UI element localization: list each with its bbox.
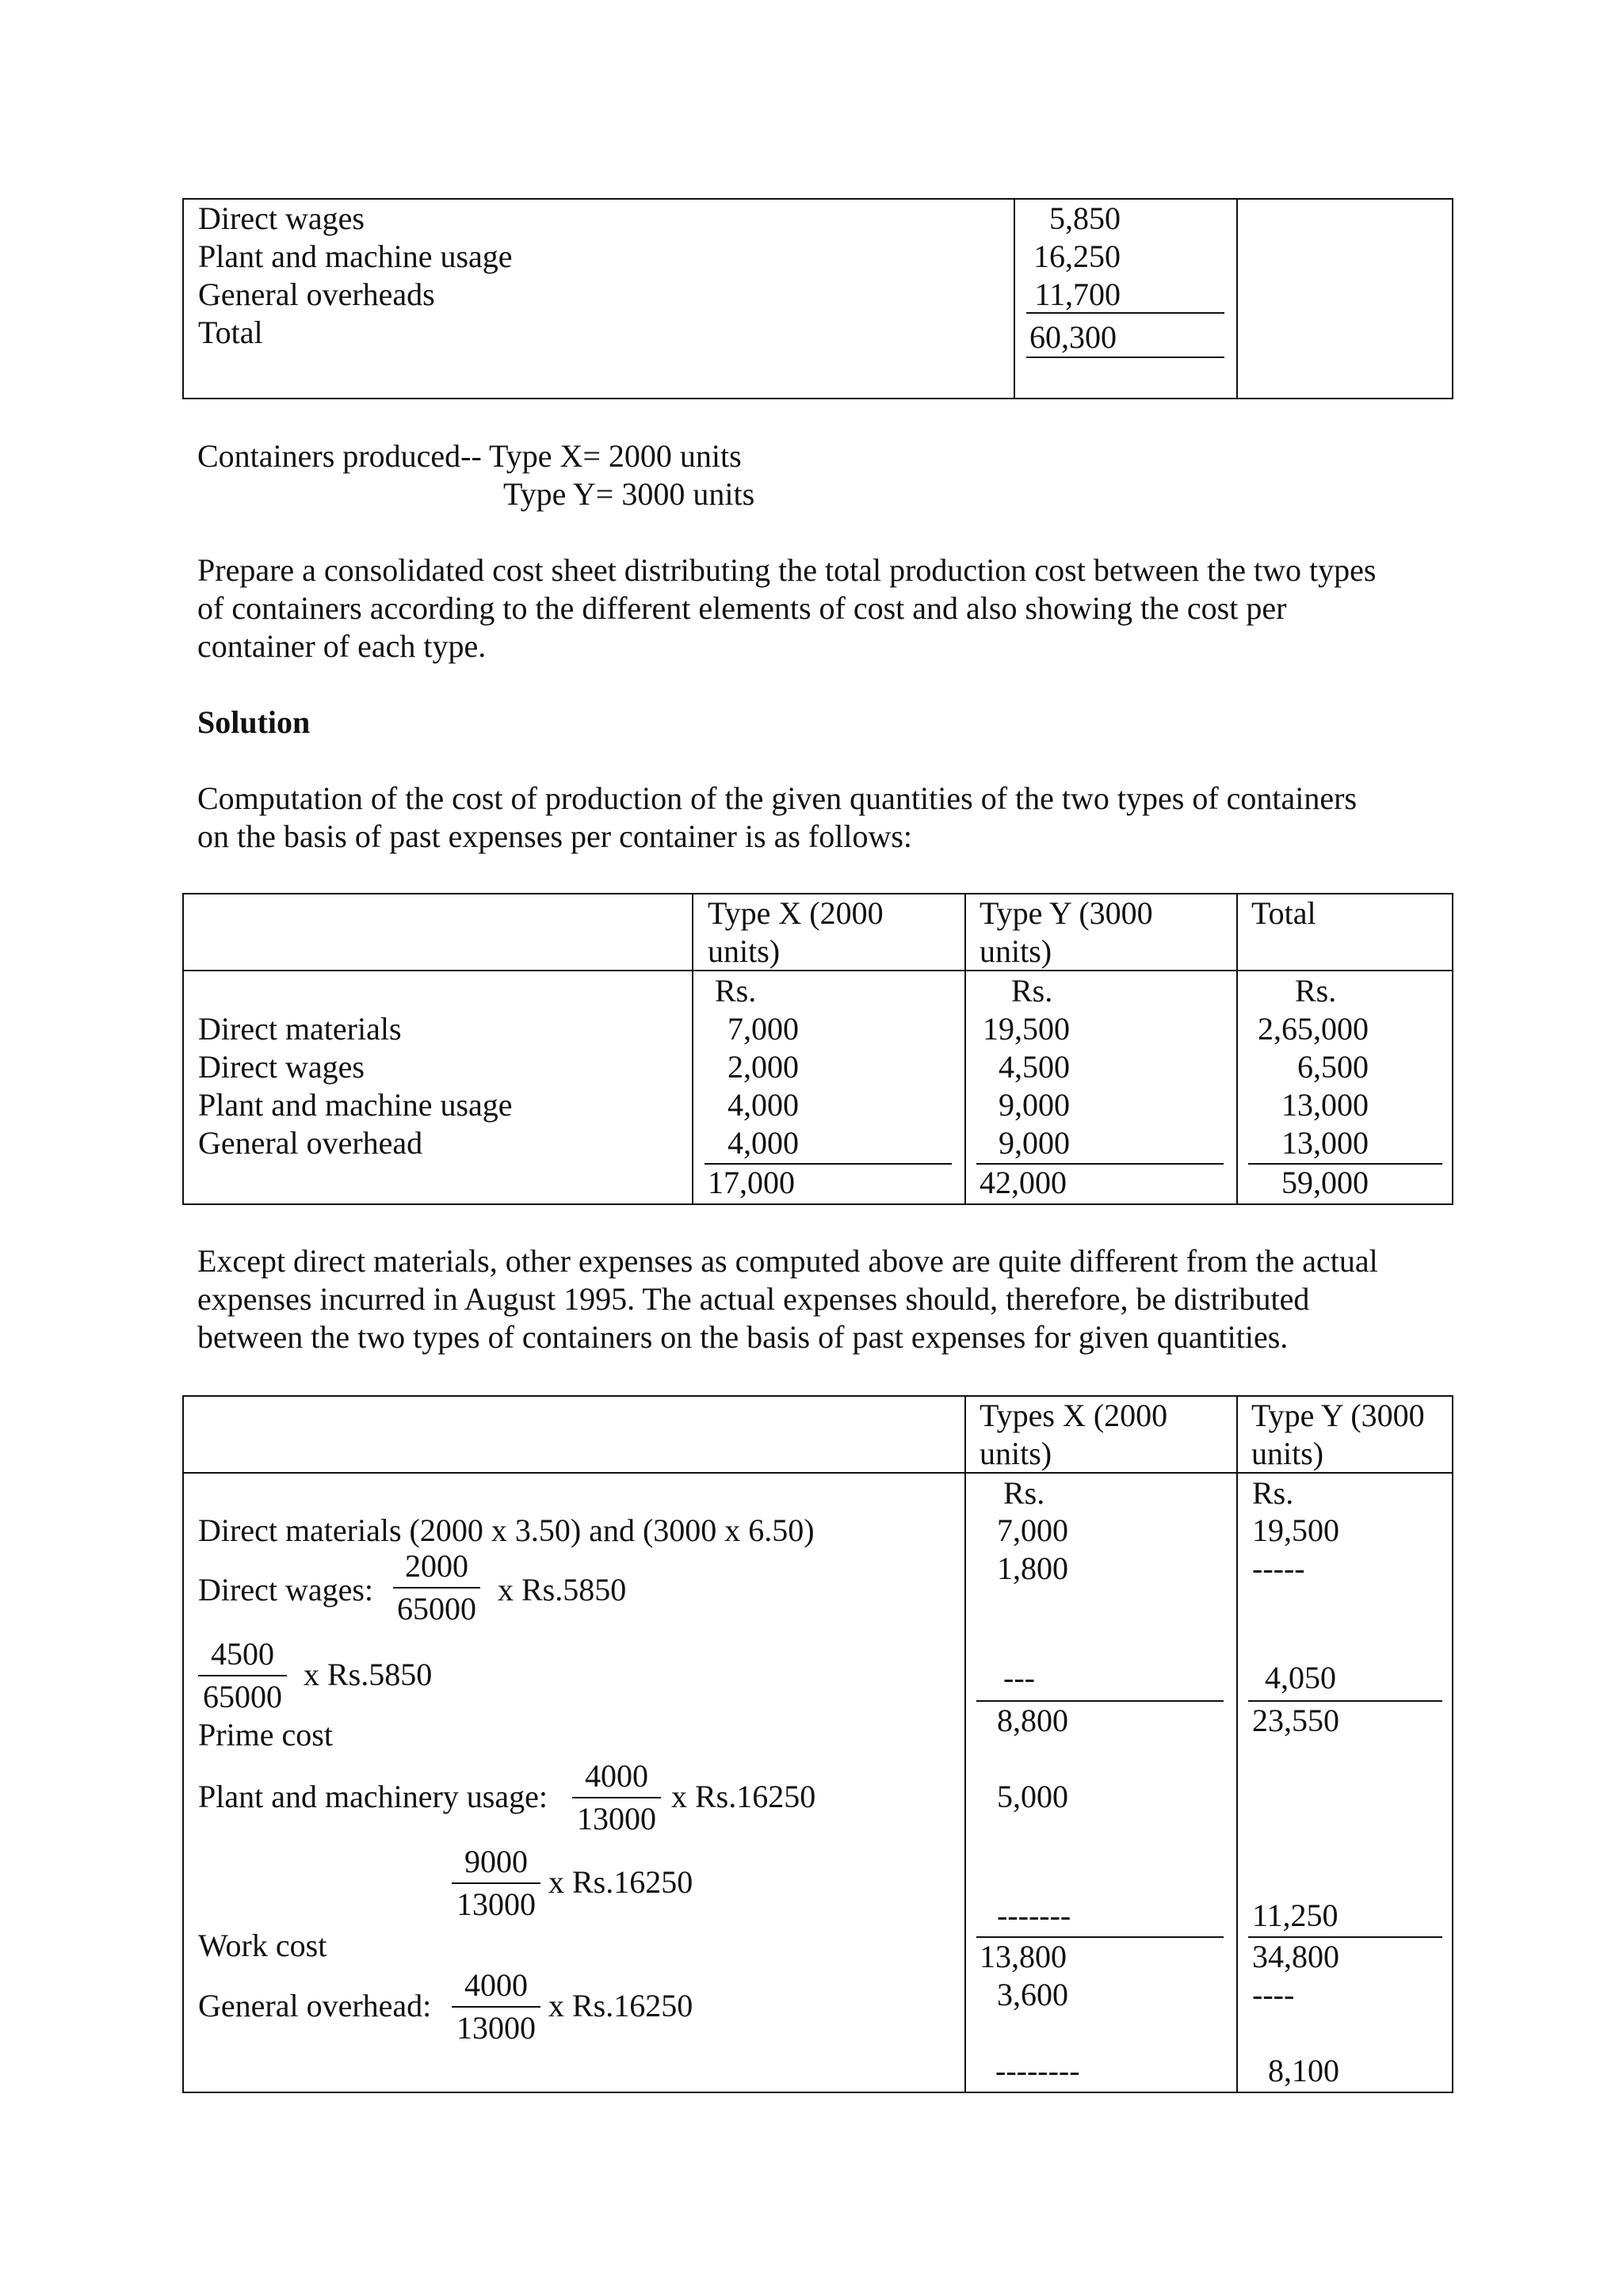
overhead-fraction-x [452,1966,540,2047]
fraction-bar [393,1587,480,1589]
cell-y: 9,000 [999,1125,1070,1161]
table1-divider-1 [1014,198,1015,399]
subtotal-rule [1026,312,1224,314]
table2-divider-1 [692,893,693,1205]
fraction-denominator: 13000 [456,2010,536,2046]
wage-fraction-y [198,1635,287,1716]
wage-fraction-x [393,1547,480,1628]
computation-text: Computation of the cost of production of the given quantities of the two types of containers [197,780,1358,816]
overhead-multiplier: x Rs.16250 [548,1988,693,2023]
cell-y: 9,000 [999,1087,1070,1123]
row-label: Plant and machine usage [198,1087,513,1123]
question-text: of containers according to the different elements of cost and also showing the cost per [197,590,1287,626]
row-label: Direct materials [198,1011,402,1047]
computation-text: on the basis of past expenses per container is as follows: [197,818,913,854]
fraction-denominator: 13000 [456,1886,536,1922]
currency-label: Rs. [1295,973,1337,1009]
except-text: between the two types of containers on the basis of past expenses for given quantities. [197,1319,1289,1355]
work-cost-label: Work cost [198,1928,327,1963]
table3-divider-2 [1236,1395,1238,2093]
fraction-denominator: 65000 [203,1679,282,1714]
fraction-numerator: 9000 [464,1844,528,1879]
solution-heading: Solution [197,704,311,740]
cell-x: 5,000 [997,1779,1068,1814]
currency-label: Rs. [715,973,757,1009]
table2-header-rule [182,970,1453,971]
fraction-bar [452,2006,540,2008]
table1-label: General overheads [198,277,435,312]
cell-y: 23,550 [1252,1703,1339,1738]
cell-x: 13,800 [980,1939,1067,1974]
cell-x: 1,800 [997,1550,1068,1586]
table1-total: 60,300 [1029,319,1117,355]
cell-x: 8,800 [997,1703,1068,1738]
cell-y: 8,100 [1268,2053,1339,2088]
cell-x: 3,600 [997,1977,1068,2012]
col-header-type-y: Type Y (3000 [1251,1398,1425,1433]
fraction-denominator: 65000 [397,1591,476,1627]
cell-x: --- [1003,1660,1035,1695]
direct-materials-label: Direct materials (2000 x 3.50) and (3000 x 6.50) [198,1512,815,1548]
fraction-bar [452,1882,540,1884]
cell-total: 6,500 [1297,1049,1369,1085]
plant-fraction-x [572,1757,661,1838]
containers-type-y: Type Y= 3000 units [503,476,755,512]
cell-x: 7,000 [997,1512,1068,1548]
table1-divider-2 [1236,198,1238,399]
plant-multiplier: x Rs.16250 [671,1779,816,1814]
fraction-denominator: 13000 [577,1801,656,1836]
currency-label: Rs. [1252,1475,1294,1511]
cell-x: 2,000 [727,1049,799,1085]
cell-y: 19,500 [983,1011,1070,1047]
table1-label: Total [198,315,263,350]
table1-value: 16,250 [1033,238,1121,274]
col-header-total: Total [1251,895,1316,931]
cell-x: 4,000 [727,1125,799,1161]
cell-x: 7,000 [727,1011,799,1047]
fraction-numerator: 2000 [405,1548,468,1584]
fraction-numerator: 4000 [585,1758,648,1794]
total-rule [1026,357,1224,358]
general-overhead-label: General overhead: [198,1988,432,2023]
prime-cost-label: Prime cost [198,1717,333,1753]
cell-y: 4,500 [999,1049,1070,1085]
question-text: Prepare a consolidated cost sheet distributing the total production cost between the two types [197,552,1377,588]
cell-x: 4,000 [727,1087,799,1123]
table1-value: 11,700 [1034,277,1121,312]
cell-total: 13,000 [1281,1125,1369,1161]
cell-y: ---- [1252,1977,1295,2012]
cell-y: 34,800 [1252,1939,1339,1974]
fraction-bar [572,1797,661,1798]
row-label: General overhead [198,1125,423,1161]
cell-y: 19,500 [1252,1512,1339,1548]
col-header-types-x: units) [980,1436,1052,1471]
col-header-types-x: Types X (2000 [980,1398,1168,1433]
fraction-bar [198,1675,287,1676]
fraction-numerator: 4500 [211,1636,274,1672]
cell-x: ------- [997,1897,1071,1933]
col-header-type-x: Type X (2000 [708,895,884,931]
wage-multiplier: x Rs.5850 [304,1657,433,1692]
table1-value: 5,850 [1049,200,1121,236]
plant-multiplier: x Rs.16250 [548,1864,693,1900]
currency-label: Rs. [1011,973,1053,1009]
col-header-type-y: Type Y (3000 [980,895,1153,931]
fraction-numerator: 4000 [464,1967,528,2003]
total-y: 42,000 [980,1165,1067,1200]
table2-divider-2 [964,893,966,1205]
col-header-type-y: units) [1251,1436,1324,1471]
cell-y: ----- [1252,1550,1305,1586]
wage-multiplier: x Rs.5850 [498,1572,627,1608]
row-label: Direct wages [198,1049,365,1085]
question-text: container of each type. [197,628,487,664]
col-header-type-y: units) [980,933,1052,969]
cell-y: 4,050 [1265,1660,1336,1695]
containers-produced: Containers produced-- Type X= 2000 units [197,438,742,474]
cell-total: 2,65,000 [1258,1011,1369,1047]
table1-label: Plant and machine usage [198,238,513,274]
except-text: Except direct materials, other expenses as computed above are quite different from the actual [197,1243,1378,1279]
col-header-type-x: units) [708,933,781,969]
currency-label: Rs. [1003,1475,1045,1511]
cell-x: -------- [995,2053,1080,2088]
table1-label: Direct wages [198,200,365,236]
direct-wages-label: Direct wages: [198,1572,374,1608]
plant-usage-label: Plant and machinery usage: [198,1779,548,1814]
cell-y: 11,250 [1252,1897,1338,1933]
total-x: 17,000 [708,1165,795,1200]
except-text: expenses incurred in August 1995. The actual expenses should, therefore, be distributed [197,1281,1310,1317]
cell-total: 13,000 [1281,1087,1369,1123]
table3-divider-1 [964,1395,966,2093]
plant-fraction-y [452,1843,540,1924]
total-grand: 59,000 [1281,1165,1369,1200]
